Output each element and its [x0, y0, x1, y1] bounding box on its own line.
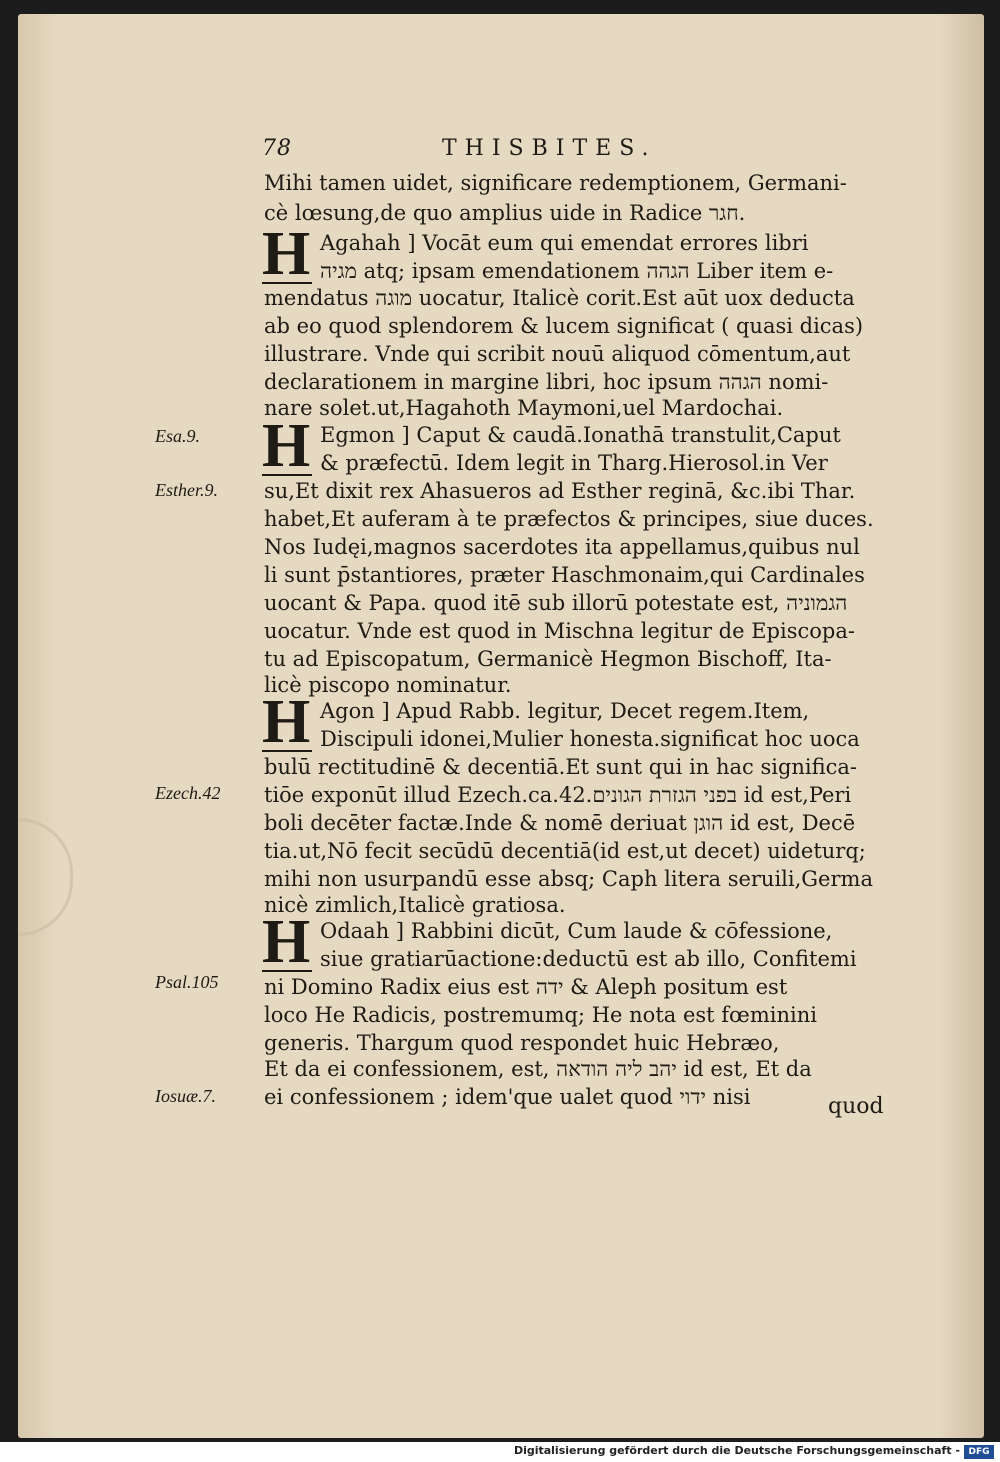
text-line: tia.ut,Nō fecit secūdū decentiā(id est,ut decet) uideturq; [264, 839, 866, 863]
footer-credit: Digitalisierung gefördert durch die Deutsche Forschungsgemeinschaft - [513, 1444, 960, 1457]
folio-number: 78 [262, 136, 292, 161]
text-line: declarationem in margine libri, hoc ipsum הגהה nomi- [264, 370, 829, 394]
text-line: siue gratiarūactione:deductū est ab illo, Confitemi [320, 947, 857, 971]
text-line: uocatur. Vnde est quod in Mischna legitur de Episcopa- [264, 619, 855, 643]
text-line: li sunt p̄stantiores, præter Haschmonaim,qui Cardinales [264, 563, 865, 587]
text-line: su,Et dixit rex Ahasueros ad Esther reginā, &c.ibi Thar. [264, 479, 856, 503]
text-line: Agahah ] Vocāt eum qui emendat errores libri [320, 231, 809, 255]
text-line: loco He Radicis, postremumq; He nota est fœminini [264, 1003, 817, 1027]
drop-capital: H [262, 908, 311, 976]
text-line: Nos Iudęi,magnos sacerdotes ita appellamus,quibus nul [264, 535, 860, 559]
text-line: boli decēter factæ.Inde & nomē deriuat הוגן id est, Decē [264, 811, 856, 835]
text-line: & præfectū. Idem legit in Tharg.Hierosol.in Ver [320, 451, 828, 475]
margin-note: Esther.9. [155, 480, 218, 500]
page-header [262, 136, 902, 166]
margin-note: Iosuæ.7. [155, 1086, 217, 1106]
text-line: tu ad Episcopatum, Germanicè Hegmon Bischoff, Ita- [264, 647, 832, 671]
margin-note: Ezech.42 [155, 783, 221, 803]
text-line: cè lœsung,de quo amplius uide in Radice חגר. [264, 201, 746, 225]
text-line: mihi non usurpandū esse absq; Caph litera seruili,Germa [264, 867, 873, 891]
text-line: Discipuli idonei,Mulier honesta.significat hoc uoca [320, 727, 860, 751]
text-line: ab eo quod splendorem & lucem significat ( quasi dicas) [264, 314, 864, 338]
text-line: Mihi tamen uidet, significare redemptionem, Germani- [264, 171, 847, 195]
dfg-logo-icon[interactable]: DFG [964, 1445, 994, 1459]
text-line: habet,Et auferam à te præfectos & principes, siue duces. [264, 507, 874, 531]
margin-note: Psal.105 [155, 972, 219, 992]
margin-note: Esa.9. [155, 426, 200, 446]
text-line: ni Domino Radix eius est ידה & Aleph positum est [264, 975, 788, 999]
text-line: Egmon ] Caput & caudā.Ionathā transtulit,Caput [320, 423, 841, 447]
digitization-footer [0, 1442, 1000, 1462]
text-line: Odaah ] Rabbini dicūt, Cum laude & cōfessione, [320, 919, 833, 943]
text-line: Et da ei confessionem, est, יהב ליה הודאה id est, Et da [264, 1057, 812, 1081]
running-title: THISBITES. [442, 136, 657, 161]
drop-capital: H [262, 220, 311, 288]
text-line: bulū rectitudinē & decentiā.Et sunt qui in hac significa- [264, 755, 858, 779]
text-line: mendatus מוגה uocatur, Italicè corit.Est aūt uox deducta [264, 286, 855, 310]
text-line: Agon ] Apud Rabb. legitur, Decet regem.Item, [320, 699, 810, 723]
text-line: licè piscopo nominatur. [264, 673, 512, 697]
text-line: מגיה atq; ipsam emendationem הגהה Liber item e- [320, 259, 834, 283]
drop-capital: H [262, 412, 311, 480]
catchword: quod [828, 1094, 884, 1119]
text-line: uocant & Papa. quod itē sub illorū potestate est, הגמוניה [264, 591, 848, 615]
text-line: nare solet.ut,Hagahoth Maymoni,uel Mardochai. [264, 396, 784, 420]
drop-capital: H [262, 688, 311, 756]
text-line: generis. Thargum quod respondet huic Hebræo, [264, 1031, 780, 1055]
text-line: illustrare. Vnde qui scribit nouū aliquod cōmentum,aut [264, 342, 851, 366]
text-line: nicè zimlich,Italicè gratiosa. [264, 893, 566, 917]
text-line: tiōe exponūt illud Ezech.ca.42.בפני הגזרת הגונים id est,Peri [264, 783, 852, 807]
text-line: ei confessionem ; idem'que ualet quod ידוי nisi [264, 1085, 751, 1109]
